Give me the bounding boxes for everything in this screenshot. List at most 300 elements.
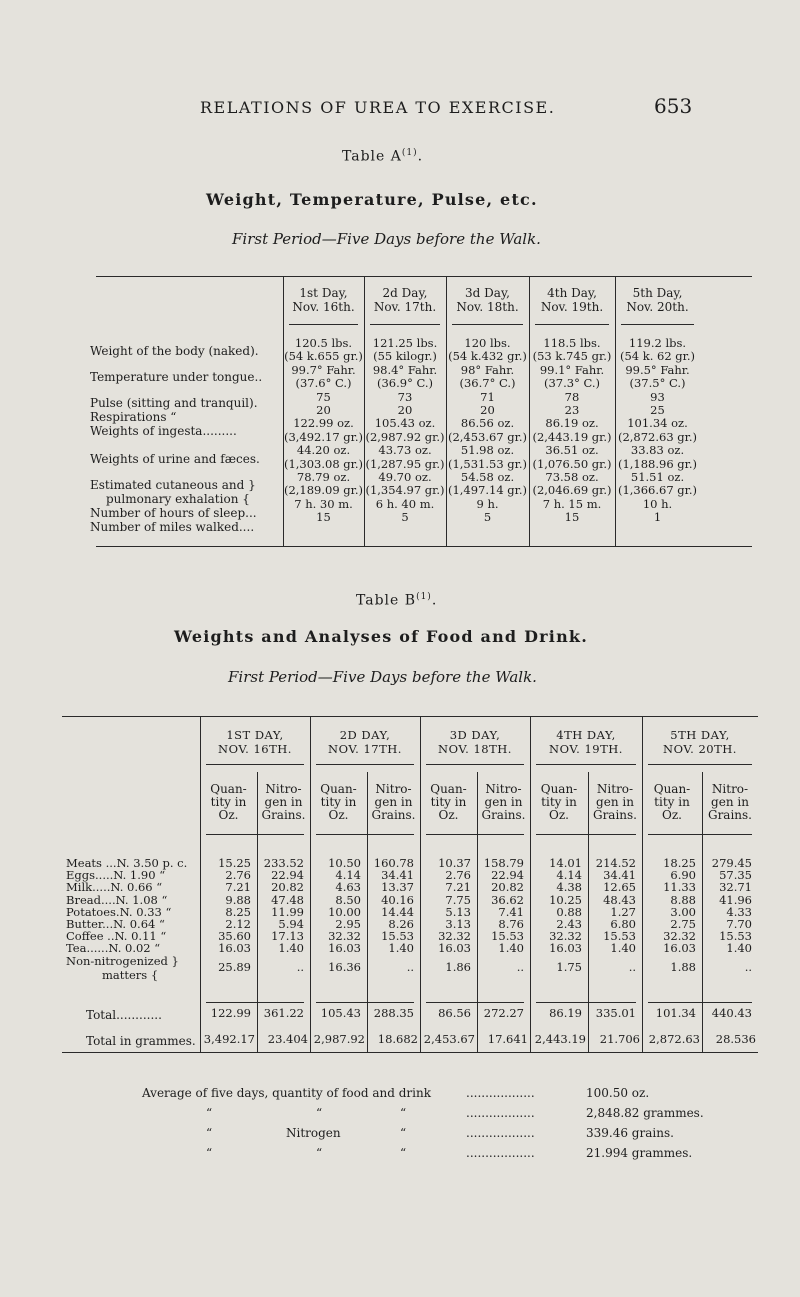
average-sub-label: Nitrogen	[286, 1126, 341, 1140]
table-a-cell: (54 k.655 gr.)	[284, 349, 363, 364]
table-b-sub-underline	[426, 834, 524, 835]
table-a-cell: (37.5° C.)	[629, 376, 686, 391]
table-a-cell: (3,492.17 gr.)	[283, 429, 364, 444]
table-b-total-rule	[426, 1002, 524, 1003]
table-a-cell: 73	[397, 389, 413, 404]
table-b-quantity-cell: 16.36	[328, 959, 361, 974]
table-a-period: First Period—Five Days before the Walk.	[232, 230, 541, 248]
ditto-mark: “	[400, 1146, 407, 1160]
table-b-nitrogen-cell: 17.13	[271, 929, 304, 944]
table-b-nitrogen-cell: 15.53	[719, 929, 752, 944]
table-b-quantity-cell: 4.14	[556, 868, 582, 883]
table-a-cell: (53 k.745 gr.)	[532, 349, 612, 364]
table-b-day-rule	[420, 716, 421, 1052]
ditto-mark: “	[316, 1146, 323, 1160]
table-b-nitrogen-header: gen in	[484, 795, 523, 809]
table-b-sub-underline	[536, 834, 636, 835]
table-b-label: Table $B^{(1)}$.	[356, 592, 438, 609]
table-a-cell: 51.51 oz.	[630, 470, 685, 484]
table-a-cell: 98.4° Fahr.	[372, 362, 438, 377]
table-b-quantity-cell: 16.03	[549, 941, 582, 956]
ditto-mark: “	[316, 1106, 323, 1120]
table-b-nitrogen-header: Grains.	[261, 808, 306, 822]
table-b-nitrogen-cell: ..	[406, 959, 414, 974]
table-a-cell: (1,497.14 gr.)	[447, 483, 528, 498]
table-a-cell: (1,076.50 gr.)	[532, 456, 612, 471]
table-b-quantity-cell: 7.21	[445, 880, 471, 895]
table-a-row-label: Respirations “	[90, 410, 177, 424]
table-b-nitrogen-cell: 1.40	[610, 941, 636, 956]
table-b-quantity-cell: 25.89	[218, 959, 251, 974]
table-a-cell: 78.79 oz.	[296, 470, 351, 484]
table-b-quantity-cell: 16.03	[218, 941, 251, 956]
table-b-sub-rule	[477, 772, 478, 1052]
table-b-grammes-quantity: 2,453.67	[423, 1032, 475, 1046]
table-b-sub-rule	[588, 772, 589, 1052]
table-b-nitrogen-cell: 40.16	[381, 892, 414, 907]
table-a-day-date: Nov. 20th.	[626, 300, 689, 314]
table-b-nitrogen-cell: 8.26	[388, 917, 414, 931]
table-b-nitrogen-header: Nitro-	[596, 782, 634, 796]
table-b-quantity-cell: 18.25	[663, 856, 696, 870]
table-a-cell: 44.20 oz.	[296, 443, 351, 458]
table-a-day-underline	[621, 324, 694, 325]
table-a-cell: (1,188.96 gr.)	[617, 456, 698, 471]
table-a-cell: 118.5 lbs.	[543, 336, 601, 350]
table-b-total-nitrogen: 272.27	[483, 1006, 524, 1020]
table-a-cell: (1,287.95 gr.)	[365, 456, 445, 471]
table-a-cell: 101.34 oz.	[627, 416, 688, 431]
table-a-day-date: Nov. 18th.	[456, 300, 519, 314]
table-b-nitrogen-cell: 15.53	[603, 929, 636, 944]
table-b-nitrogen-cell: 7.41	[498, 904, 524, 919]
table-b-grammes-quantity: 2,872.63	[648, 1032, 700, 1046]
ditto-mark: “	[206, 1126, 213, 1140]
table-b-grammes-nitrogen: 21.706	[599, 1032, 640, 1046]
table-b-quantity-cell: 10.50	[328, 856, 361, 870]
table-a-cell: 122.99 oz.	[293, 416, 354, 431]
table-b-nitrogen-cell: 158.79	[483, 856, 524, 870]
table-b-nitrogen-cell: 36.62	[491, 892, 524, 907]
table-a-cell: (37.6° C.)	[295, 376, 352, 391]
table-a-cell: 54.58 oz.	[460, 470, 515, 484]
table-b-nitrogen-cell: 22.94	[491, 868, 524, 883]
table-b-quantity-cell: 8.50	[335, 892, 361, 907]
table-b-row-label: Milk.....N. 0.66 “	[66, 880, 163, 895]
table-b-nitrogen-header: Grains.	[707, 808, 752, 822]
table-a-cell: 119.2 lbs.	[628, 336, 687, 350]
table-a-cell: 75	[316, 389, 331, 404]
table-b-quantity-cell: 5.13	[445, 904, 471, 919]
table-b-quantity-cell: 8.88	[670, 892, 696, 907]
table-a-day-underline	[535, 324, 609, 325]
table-b-day-header: 3D DAY,	[449, 728, 501, 742]
average-value: 339.46 grains.	[586, 1126, 674, 1140]
table-b-nitrogen-cell: 47.48	[271, 892, 304, 907]
table-a-cell: (1,354.97 gr.)	[365, 483, 445, 498]
table-b-day-rule	[642, 716, 643, 1052]
table-b-quantity-cell: 9.88	[225, 892, 251, 907]
table-a-cell: 33.83 oz.	[630, 443, 685, 458]
table-a-cell: 93	[650, 389, 665, 404]
table-b-sub-underline	[316, 834, 414, 835]
table-b-quantity-cell: 32.32	[328, 929, 361, 944]
table-b-nitrogen-cell: 1.40	[726, 941, 752, 956]
table-b-quantity-cell: 2.95	[335, 917, 361, 931]
table-b-nitrogen-cell: 41.96	[719, 892, 752, 907]
table-b-nitrogen-cell: 233.52	[263, 856, 304, 870]
table-a-heading: Weight, Temperature, Pulse, etc.	[206, 190, 538, 209]
table-b-nitrogen-header: Grains.	[592, 808, 637, 822]
table-b-total-rule	[648, 1002, 752, 1003]
table-b-quantity-cell: 2.76	[445, 868, 471, 883]
table-b-quantity-cell: 16.03	[328, 941, 361, 956]
table-a-day-date: Nov. 19th.	[540, 300, 604, 314]
table-b-quantity-cell: 4.63	[335, 880, 361, 895]
table-b-sub-rule	[702, 772, 703, 1052]
table-b-row-label: Non-nitrogenized }	[66, 953, 179, 968]
table-a-cell: 15	[564, 510, 580, 525]
table-b-day-underline	[648, 764, 752, 765]
table-b-quantity-cell: 3.00	[670, 904, 696, 919]
average-value: 100.50 oz.	[586, 1086, 650, 1100]
table-b-quantity-header: Oz.	[662, 808, 682, 822]
table-b-quantity-cell: 1.75	[556, 959, 582, 974]
table-b-quantity-cell: 7.75	[445, 892, 471, 907]
table-b-grammes-label: Total in grammes.	[86, 1034, 196, 1048]
table-a-cell: 120.5 lbs.	[294, 336, 353, 350]
page-number: 653	[654, 94, 693, 118]
table-a-row-label: Weights of urine and fæces.	[90, 452, 260, 466]
table-a-cell: (55 kilogr.)	[373, 349, 437, 364]
table-a-row-label: pulmonary exhalation {	[106, 492, 250, 506]
average-leader: ..................	[466, 1126, 535, 1140]
table-b-nitrogen-cell: 4.33	[726, 904, 752, 919]
table-b-total-nitrogen: 288.35	[373, 1006, 414, 1020]
table-b-nitrogen-cell: 14.44	[381, 904, 414, 919]
table-b-quantity-cell: 32.32	[549, 929, 582, 944]
table-a-cell: (2,872.63 gr.)	[617, 429, 698, 444]
table-a-cell: 105.43 oz.	[374, 416, 436, 431]
table-a-bottom-rule	[96, 546, 752, 547]
table-a-row-label: Pulse (sitting and tranquil).	[90, 396, 258, 410]
table-b-total-rule	[206, 1002, 304, 1003]
table-b-grammes-nitrogen: 23.404	[267, 1032, 308, 1046]
table-a-cell: (2,443.19 gr.)	[532, 429, 612, 444]
table-b-nitrogen-header: gen in	[264, 795, 303, 809]
table-a-cell: 20	[480, 403, 495, 417]
table-a-cell: 121.25 lbs.	[372, 336, 438, 350]
table-a-cell: (54 k. 62 gr.)	[619, 349, 696, 364]
table-b-quantity-cell: 32.32	[438, 929, 471, 944]
average-label: Average of five days, quantity of food and drink	[142, 1086, 432, 1100]
table-b-nitrogen-cell: 13.37	[381, 880, 414, 895]
table-a-cell: (36.9° C.)	[376, 376, 434, 391]
table-a-cell: 78	[564, 389, 580, 404]
table-a-cell: 43.73 oz.	[378, 443, 432, 458]
table-b-nitrogen-cell: 6.80	[610, 917, 636, 931]
table-b-quantity-header: Quan-	[320, 782, 357, 796]
table-b-nitrogen-cell: 15.53	[381, 929, 414, 944]
table-b-quantity-cell: 1.88	[670, 959, 696, 974]
table-b-grammes-quantity: 2,987.92	[313, 1032, 365, 1046]
table-b-quantity-header: Quan-	[430, 782, 467, 796]
table-b-nitrogen-cell: 57.35	[719, 868, 752, 883]
table-a-cell: 10 h.	[642, 496, 673, 511]
table-a-day-underline	[370, 324, 440, 325]
table-b-nitrogen-cell: 11.99	[271, 904, 304, 919]
table-a-label: Table $A^{(1)}$.	[342, 148, 424, 165]
table-b-total-rule	[316, 1002, 414, 1003]
table-b-sub-underline	[648, 834, 752, 835]
table-b-nitrogen-header: Nitro-	[485, 782, 522, 796]
table-a-cell: (2,453.67 gr.)	[447, 429, 528, 444]
table-b-total-nitrogen: 361.22	[263, 1006, 304, 1020]
table-b-row-label: Potatoes.N. 0.33 “	[66, 904, 172, 919]
table-b-nitrogen-cell: 20.82	[491, 880, 524, 895]
table-a-day-header: 3d Day,	[465, 286, 510, 300]
table-a-cell: (37.3° C.)	[543, 376, 601, 391]
table-b-nitrogen-header: Grains.	[481, 808, 526, 822]
table-a-cell: 7 h. 15 m.	[542, 496, 602, 511]
table-a-row-label: Estimated cutaneous and }	[90, 478, 256, 492]
table-b-nitrogen-cell: 12.65	[603, 880, 636, 895]
table-b-nitrogen-cell: 8.76	[498, 917, 524, 931]
ditto-mark: “	[400, 1106, 407, 1120]
table-a-row-label: Weights of ingesta.........	[90, 424, 237, 438]
table-b-sub-rule	[367, 772, 368, 1052]
table-b-day-date: NOV. 17TH.	[328, 742, 402, 756]
table-a-cell: (2,189.09 gr.)	[283, 483, 364, 498]
table-b-nitrogen-header: gen in	[374, 795, 413, 809]
table-b-grammes-nitrogen: 28.536	[715, 1032, 756, 1046]
table-b-nitrogen-cell: 1.27	[610, 904, 636, 919]
table-b-nitrogen-header: gen in	[711, 795, 749, 809]
table-a-cell: 5	[483, 510, 492, 525]
table-a-cell: 120 lbs.	[464, 336, 511, 350]
table-a-cell: 25	[650, 403, 665, 417]
table-a-cell: 49.70 oz.	[378, 470, 432, 484]
table-a-day-underline	[452, 324, 523, 325]
table-a-cell: 23	[564, 403, 580, 417]
table-b-nitrogen-header: gen in	[596, 795, 634, 809]
table-b-nitrogen-cell: ..	[628, 959, 636, 974]
table-b-quantity-cell: 32.32	[663, 929, 696, 944]
table-b-row-label: Tea......N. 0.02 “	[66, 941, 161, 956]
average-leader: ..................	[466, 1146, 535, 1160]
table-b-quantity-cell: 10.37	[438, 856, 471, 870]
table-b-total-rule	[536, 1002, 636, 1003]
table-b-day-header: 1ST DAY,	[226, 728, 284, 742]
table-b-quantity-header: tity in	[654, 795, 690, 809]
table-b-quantity-header: Quan-	[540, 782, 578, 796]
table-b-day-header: 5TH DAY,	[670, 728, 730, 742]
table-b-bottom-rule	[62, 1052, 758, 1053]
table-b-nitrogen-header: Nitro-	[265, 782, 302, 796]
table-b-day-date: NOV. 16TH.	[218, 742, 292, 756]
table-a-cell: 6 h. 40 m.	[375, 496, 435, 511]
table-b-quantity-cell: 14.01	[549, 856, 582, 870]
table-b-day-rule	[530, 716, 531, 1052]
ditto-mark: “	[206, 1146, 213, 1160]
ditto-mark: “	[400, 1126, 407, 1140]
table-b-quantity-cell: 6.90	[670, 868, 696, 883]
table-a-cell: (1,531.53 gr.)	[447, 456, 528, 471]
average-value: 21.994 grammes.	[586, 1146, 693, 1160]
table-b-sub-underline	[206, 834, 304, 835]
table-b-quantity-cell: 35.60	[218, 929, 251, 944]
table-a-cell: 9 h.	[476, 496, 499, 511]
table-b-quantity-cell: 4.14	[335, 868, 361, 883]
table-b-row-label: Meats ...N. 3.50 p. c.	[66, 856, 188, 870]
table-b-quantity-cell: 2.76	[225, 868, 251, 883]
table-b-row-label: matters {	[102, 967, 159, 982]
table-a-cell: (2,987.92 gr.)	[365, 429, 445, 444]
table-b-total-nitrogen: 440.43	[711, 1006, 752, 1020]
table-b-total-label: Total............	[86, 1008, 162, 1022]
table-b-day-underline	[426, 764, 524, 765]
table-b-total-quantity: 101.34	[655, 1006, 696, 1020]
table-b-period: First Period—Five Days before the Walk.	[228, 668, 537, 686]
table-a-cell: 71	[480, 389, 495, 404]
table-b-quantity-cell: 2.75	[670, 917, 696, 931]
table-b-nitrogen-cell: 34.41	[381, 868, 414, 883]
table-b-quantity-cell: 16.03	[663, 941, 696, 956]
table-a-cell: 7 h. 30 m.	[294, 496, 353, 511]
table-b-quantity-header: tity in	[210, 795, 247, 809]
table-b-day-header: 4TH DAY,	[556, 728, 616, 742]
table-a-cell: (1,366.67 gr.)	[617, 483, 698, 498]
table-b-day-underline	[316, 764, 414, 765]
table-b-top-rule	[62, 716, 758, 717]
table-b-quantity-header: Oz.	[218, 808, 239, 822]
table-a-row-label: Number of hours of sleep...	[90, 506, 257, 520]
table-b-total-quantity: 86.19	[549, 1006, 582, 1020]
table-b-total-nitrogen: 335.01	[595, 1006, 636, 1020]
table-b-row-label: Butter...N. 0.64 “	[66, 917, 165, 931]
table-a-top-rule	[96, 276, 752, 277]
table-b-day-rule	[200, 716, 201, 1052]
table-b-nitrogen-header: Nitro-	[711, 782, 749, 796]
table-b-nitrogen-header: Nitro-	[375, 782, 412, 796]
table-a-day-header: 2d Day,	[382, 286, 428, 300]
table-b-nitrogen-cell: 1.40	[388, 941, 414, 956]
table-a-row-label: Number of miles walked....	[90, 520, 255, 534]
table-b-nitrogen-cell: ..	[516, 959, 524, 974]
table-a-day-date: Nov. 17th.	[373, 300, 437, 314]
table-b-nitrogen-cell: 1.40	[498, 941, 524, 956]
table-b-nitrogen-cell: 20.82	[271, 880, 304, 895]
table-b-nitrogen-cell: 279.45	[711, 856, 752, 870]
table-b-quantity-cell: 0.88	[556, 904, 582, 919]
table-b-day-header: 2D DAY,	[339, 728, 391, 742]
table-b-quantity-header: Quan-	[653, 782, 691, 796]
table-b-nitrogen-cell: 34.41	[603, 868, 636, 883]
table-b-grammes-nitrogen: 17.641	[487, 1032, 528, 1046]
table-b-quantity-cell: 11.33	[663, 880, 696, 895]
table-b-total-quantity: 122.99	[210, 1006, 251, 1020]
table-b-day-rule	[310, 716, 311, 1052]
table-b-quantity-cell: 1.86	[445, 959, 471, 974]
table-b-day-date: NOV. 20TH.	[663, 742, 737, 756]
table-b-total-quantity: 86.56	[438, 1006, 471, 1020]
table-b-quantity-cell: 7.21	[225, 880, 251, 895]
table-b-total-quantity: 105.43	[320, 1006, 361, 1020]
table-a-row-label: Weight of the body (naked).	[90, 344, 259, 358]
table-b-quantity-cell: 10.25	[549, 892, 582, 907]
table-a-cell: 15	[316, 510, 331, 525]
table-b-quantity-cell: 3.13	[445, 917, 471, 931]
table-a-cell: 99.7° Fahr.	[291, 362, 356, 377]
table-b-nitrogen-cell: 7.70	[726, 917, 752, 931]
table-a-cell: 20	[316, 403, 331, 417]
table-a-cell: 98° Fahr.	[460, 362, 515, 377]
table-b-quantity-cell: 8.25	[225, 904, 251, 919]
table-a-day-header: 4th Day,	[547, 286, 597, 300]
table-b-quantity-cell: 16.03	[438, 941, 471, 956]
table-b-sub-rule	[257, 772, 258, 1052]
table-b-nitrogen-cell: 48.43	[603, 892, 636, 907]
table-b-day-underline	[206, 764, 304, 765]
table-a-day-header: 5th Day,	[632, 286, 683, 300]
average-value: 2,848.82 grammes.	[586, 1106, 704, 1120]
table-a-day-header: 1st Day,	[299, 286, 348, 300]
table-b-quantity-header: tity in	[430, 795, 467, 809]
table-b-nitrogen-cell: 1.40	[278, 941, 304, 956]
table-b-quantity-header: tity in	[541, 795, 577, 809]
table-b-nitrogen-cell: 32.71	[719, 880, 752, 895]
table-b-quantity-cell: 4.38	[556, 880, 582, 895]
table-b-quantity-cell: 2.12	[225, 917, 251, 931]
table-b-nitrogen-header: Grains.	[371, 808, 416, 822]
table-b-day-date: NOV. 19TH.	[549, 742, 623, 756]
table-b-quantity-cell: 10.00	[328, 904, 361, 919]
ditto-mark: “	[206, 1106, 213, 1120]
table-b-grammes-nitrogen: 18.682	[377, 1032, 418, 1046]
table-b-row-label: Bread....N. 1.08 “	[66, 892, 168, 907]
table-b-day-date: NOV. 18TH.	[438, 742, 512, 756]
table-b-heading: Weights and Analyses of Food and Drink.	[174, 627, 588, 646]
table-a-cell: (1,303.08 gr.)	[283, 456, 364, 471]
table-b-nitrogen-cell: ..	[744, 959, 752, 974]
table-b-quantity-header: Oz.	[328, 808, 349, 822]
table-a-day-date: Nov. 16th.	[292, 300, 355, 314]
table-a-cell: 51.98 oz.	[460, 443, 515, 458]
table-b-grammes-quantity: 3,492.17	[203, 1032, 255, 1046]
running-head: RELATIONS OF UREA TO EXERCISE.	[200, 98, 556, 117]
table-a-cell: 1	[653, 510, 662, 525]
table-b-nitrogen-cell: 214.52	[595, 856, 636, 870]
table-a-cell: 73.58 oz.	[545, 470, 599, 484]
table-a-cell: 99.1° Fahr.	[539, 362, 605, 377]
table-b-grammes-quantity: 2,443.19	[534, 1032, 586, 1046]
table-a-cell: 36.51 oz.	[545, 443, 599, 458]
table-b-nitrogen-cell: 160.78	[373, 856, 414, 870]
table-a-cell: 86.56 oz.	[460, 416, 515, 431]
average-leader: ..................	[466, 1106, 535, 1120]
table-b-row-label: Eggs.....N. 1.90 “	[66, 868, 166, 883]
table-b-quantity-header: tity in	[320, 795, 357, 809]
table-b-quantity-cell: 2.43	[556, 917, 582, 931]
table-b-quantity-header: Quan-	[210, 782, 247, 796]
table-a-cell: 20	[397, 403, 413, 417]
average-leader: ..................	[466, 1086, 535, 1100]
table-a-cell: (54 k.432 gr.)	[448, 349, 527, 364]
table-b-nitrogen-cell: 15.53	[491, 929, 524, 944]
table-b-quantity-header: Oz.	[438, 808, 459, 822]
table-a-cell: 99.5° Fahr.	[625, 362, 690, 377]
table-b-nitrogen-cell: 5.94	[278, 917, 304, 931]
